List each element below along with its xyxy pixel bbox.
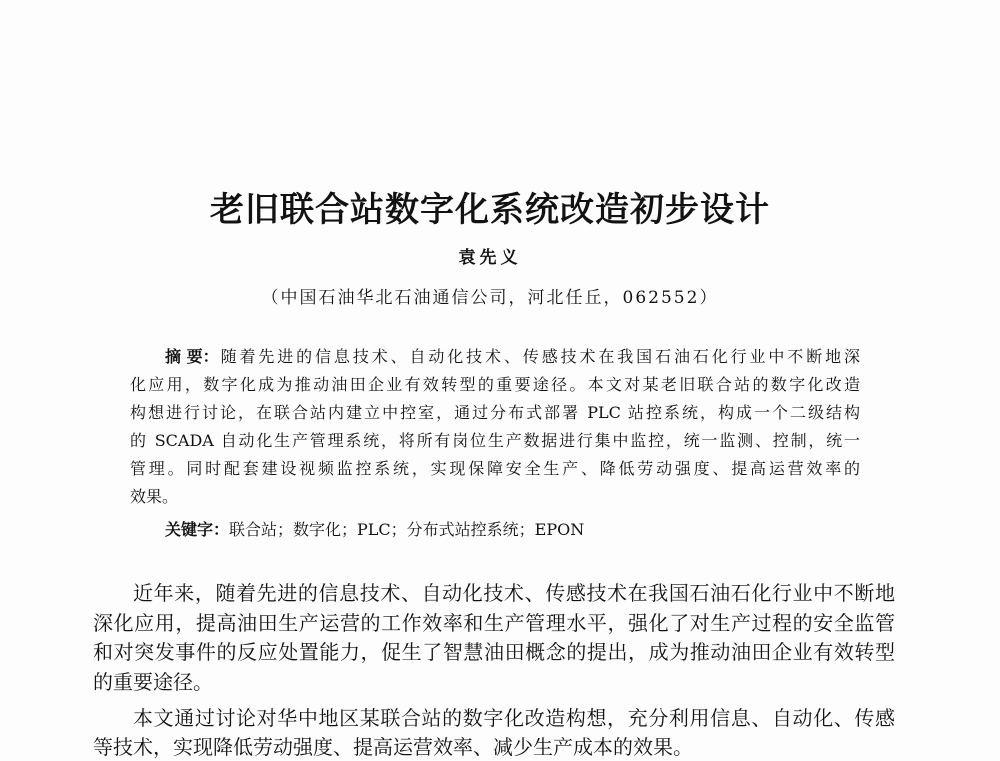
abstract-line: 的 SCADA 自动化生产管理系统，将所有岗位生产数据进行集中监控，统一监测、控制，统一 bbox=[130, 431, 860, 450]
body-line: 深化应用，提高油田生产运营的工作效率和生产管理水平，强化了对生产过程的安全监管 bbox=[93, 610, 895, 635]
abstract-line: 效果。 bbox=[130, 487, 179, 506]
paper-title: 老旧联合站数字化系统改造初步设计 bbox=[210, 190, 770, 230]
abstract-line-text: 随着先进的信息技术、自动化技术、传感技术在我国石油石化行业中不断地深 bbox=[220, 347, 860, 366]
body-line: 和对突发事件的反应处置能力，促生了智慧油田概念的提出，成为推动油田企业有效转型 bbox=[93, 640, 895, 664]
author-affiliation: （中国石油华北石油通信公司，河北任丘，062552） bbox=[261, 288, 719, 308]
abstract-line: 化应用，数字化成为推动油田企业有效转型的重要途径。本文对某老旧联合站的数字化改造 bbox=[130, 375, 860, 394]
abstract-line: 构想进行讨论，在联合站内建立中控室，通过分布式部署 PLC 站控系统，构成一个二级结构 bbox=[130, 403, 860, 422]
abstract-section bbox=[130, 343, 860, 511]
keywords-line bbox=[165, 516, 865, 544]
body-line: 本文通过讨论对华中地区某联合站的数字化改造构想，充分利用信息、自动化、传感 bbox=[133, 706, 895, 730]
author-name: 袁先义 bbox=[458, 248, 522, 268]
body-paragraph bbox=[93, 580, 895, 695]
abstract-line: 管理。同时配套建设视频监控系统，实现保障安全生产、降低劳动强度、提高运营效率的 bbox=[130, 459, 860, 478]
keywords-label: 关键字： bbox=[165, 520, 230, 539]
abstract-line bbox=[130, 343, 860, 371]
keywords-text: 联合站；数字化；PLC；分布式站控系统；EPON bbox=[229, 520, 585, 539]
body-paragraph bbox=[93, 705, 895, 760]
body-line: 等技术，实现降低劳动强度、提高运营效率、减少生产成本的效果。 bbox=[93, 735, 693, 759]
abstract-label: 摘 要： bbox=[165, 347, 219, 366]
body-line: 近年来，随着先进的信息技术、自动化技术、传感技术在我国石油石化行业中不断地 bbox=[133, 581, 895, 605]
body-line: 的重要途径。 bbox=[93, 669, 213, 694]
